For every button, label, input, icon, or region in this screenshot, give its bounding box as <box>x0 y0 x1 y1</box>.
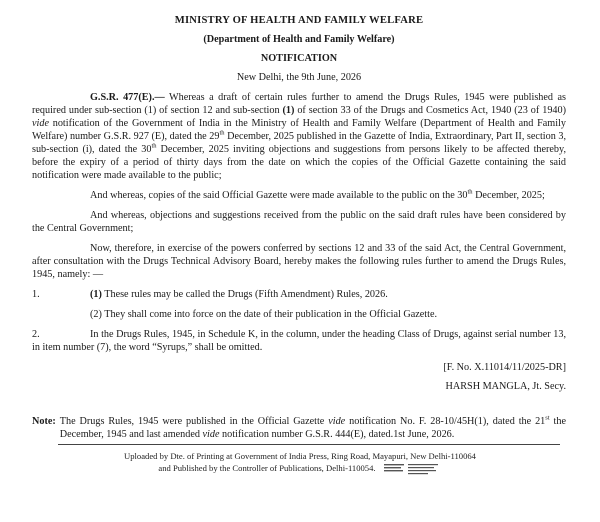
paragraph-preamble: G.S.R. 477(E).— Whereas a draft of certain rules further to amend the Drugs Rules, 1945 were published as required under sub-section (1) of section 12 and sub-section (1) of section 33 of the Drugs and Cosmetics Act, 1940 (23 of 1940) vide notification of the Government of India in the Ministry of Health and Family Welfare (Department of Health and Family Welfare) number G.S.R. 927 (E), dated the 29th December, 2025 published in the Gazette of India, Extraordinary, Part II, section 3, sub-section (i), dated the 30th December, 2025 inviting objections and suggestions from persons likely to be affected thereby, before the expiry of a period of thirty days from the date on which the copies of the Official Gazette containing the said notification were made available to the public; <box>32 92 567 181</box>
footer-line-1: Uploaded by Dte. of Printing at Government of India Press, Ring Road, Mayapuri, New Delhi-110064 <box>124 451 476 461</box>
digital-signature-stamp <box>384 462 442 476</box>
rule-item-1-2: (2) They shall come into force on the date of their publication in the Official Gazette. <box>90 309 438 320</box>
gsr-number: G.S.R. 477(E).— <box>90 92 165 103</box>
note-section <box>32 415 566 441</box>
signatory: HARSH MANGLA, Jt. Secy. <box>445 381 566 392</box>
note-text: The Drugs Rules, 1945 were published in the Official Gazette vide notification No. F. 28-10/45H(1), dated the 21st the December, 1945 and last amended vide notification number G.S.R. 444(E), dated.1st June, 2026. <box>59 414 566 440</box>
footer-divider <box>58 444 560 445</box>
ministry-heading: MINISTRY OF HEALTH AND FAMILY WELFARE <box>174 15 424 26</box>
note-label: Note: <box>32 416 56 427</box>
rule-number: 1. <box>32 289 40 300</box>
rule-item-2: 2. In the Drugs Rules, 1945, in Schedule K, in the column, under the heading Class of Drugs, against serial number 13, in item number (7), the word “Syrups,” shall be omitted. <box>32 329 566 353</box>
paragraph-rules-made: Now, therefore, in exercise of the powers conferred by sections 12 and 33 of the said Act, the Central Government, after consultation with the Drugs Technical Advisory Board, hereby makes the following rules further to amend the Drugs Rules, 1945, namely: — <box>32 243 566 280</box>
rule-item-1: 1. (1) These rules may be called the Drugs (Fifth Amendment) Rules, 2026. <box>32 289 388 300</box>
rule-number: 2. <box>32 329 40 340</box>
footer <box>0 451 600 476</box>
footer-line-2: and Published by the Controller of Publications, Delhi-110054. <box>158 462 376 473</box>
department-heading: (Department of Health and Family Welfare) <box>203 34 395 45</box>
paragraph-gazette-available: And whereas, copies of the said Official Gazette were made available to the public on the 30th December, 2025; <box>90 188 545 201</box>
notification-heading: NOTIFICATION <box>260 53 338 64</box>
file-number: [F. No. X.11014/11/2025-DR] <box>443 362 566 373</box>
place-date: New Delhi, the 9th June, 2026 <box>236 72 362 83</box>
paragraph-objections: And whereas, objections and suggestions received from the public on the said draft rules have been considered by the Central Government; <box>32 210 566 234</box>
